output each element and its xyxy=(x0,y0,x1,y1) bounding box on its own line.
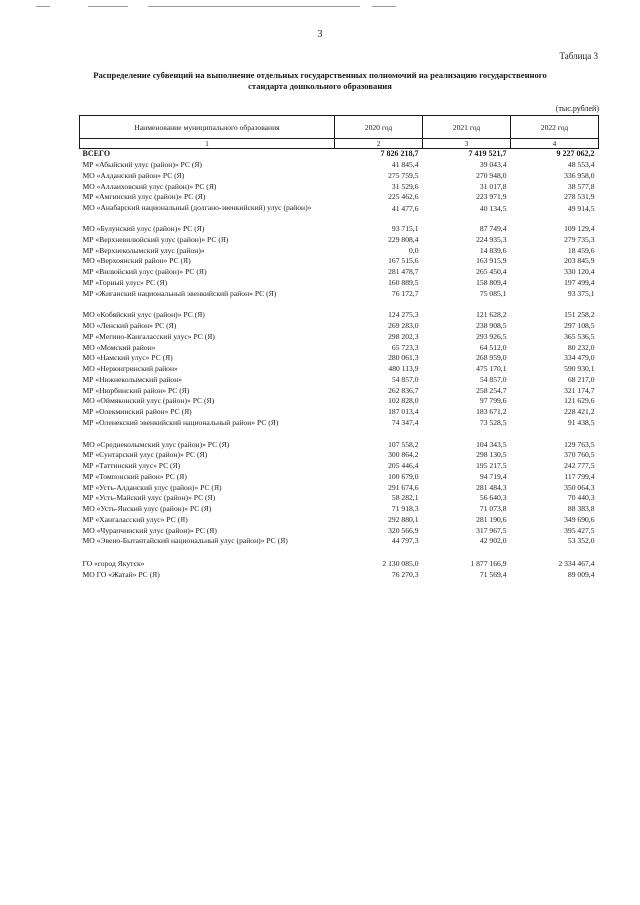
value-2020: 58 282,1 xyxy=(391,493,419,503)
table-row xyxy=(80,504,599,515)
value-2021: 183 671,2 xyxy=(476,407,507,416)
value-2022: 370 760,5 xyxy=(564,450,595,460)
value-2020: 65 723,3 xyxy=(391,342,419,352)
municipality-name: МО «Алданский район» РС (Я) xyxy=(82,170,185,180)
municipality-name: МО «Оймяконский улус (район)» РС (Я) xyxy=(82,396,215,406)
municipality-name: МО «Верхоянский район» РС (Я) xyxy=(82,256,191,266)
value-2021: 71 073,8 xyxy=(479,504,507,513)
value-2020: 262 836,7 xyxy=(388,385,419,395)
value-2020: 275 759,5 xyxy=(388,170,419,180)
municipality-name: МР «Верхнеколымский улус (район)» xyxy=(82,245,205,255)
value-2022: 93 375,1 xyxy=(567,288,595,298)
value-2022: 197 499,4 xyxy=(564,277,595,287)
municipality-name: МР «Оленекский эвенкийский национальный район» РС (Я) xyxy=(82,417,279,427)
value-2020: 74 347,4 xyxy=(391,417,419,427)
value-2022: 117 799,4 xyxy=(564,471,595,481)
value-2022: 2 334 467,4 xyxy=(558,559,595,568)
title-line-1: Распределение субвенций на выполнение отдельных государственных полномочий на реализацию государственного xyxy=(93,70,547,80)
value-2022: 334 479,0 xyxy=(564,353,595,363)
table-row xyxy=(80,321,599,332)
table-label: Таблица 3 xyxy=(559,51,598,61)
document-title xyxy=(70,70,570,92)
table-row xyxy=(80,483,599,494)
value-2022: 242 777,5 xyxy=(564,461,595,470)
municipality-name: МР «Усть-Алданский улус (район)» РС (Я) xyxy=(82,482,222,492)
value-2021: 163 915,9 xyxy=(476,256,507,266)
value-2021: 317 967,5 xyxy=(476,525,507,535)
table-row xyxy=(80,353,599,364)
subvention-table xyxy=(79,115,599,581)
value-2022: 109 129,4 xyxy=(564,224,595,233)
table-row xyxy=(80,278,599,289)
value-2020: 167 515,6 xyxy=(388,256,419,266)
value-2021: 40 134,5 xyxy=(479,204,507,213)
value-2021: 293 926,5 xyxy=(476,331,507,341)
table-row xyxy=(80,440,599,451)
spacer-row xyxy=(80,547,599,559)
value-2020: 93 715,1 xyxy=(391,224,419,233)
value-2022: 53 352,0 xyxy=(567,536,595,546)
municipality-name: МО «Аллаиховский улус (район)» РС (Я) xyxy=(82,181,217,191)
value-2021: 475 170,1 xyxy=(476,364,507,373)
value-2022: 70 440,3 xyxy=(567,493,595,503)
municipality-name: МО ГО «Жатай» РС (Я) xyxy=(82,569,160,579)
value-2020: 2 130 085,0 xyxy=(382,559,419,568)
value-2020: 291 674,6 xyxy=(388,482,419,492)
value-2020: 124 275,3 xyxy=(388,310,419,320)
page-number: 3 xyxy=(317,29,323,40)
value-2022: 365 536,5 xyxy=(564,331,595,341)
value-2022: 48 553,4 xyxy=(567,160,595,169)
table-row xyxy=(80,515,599,526)
column-number: 4 xyxy=(511,139,599,149)
total-2022: 9 227 062,2 xyxy=(556,149,595,159)
value-2020: 280 061,3 xyxy=(388,353,419,363)
total-2020: 7 826 218,7 xyxy=(380,149,419,159)
value-2020: 41 477,6 xyxy=(391,204,419,213)
scan-artifact-line xyxy=(372,6,396,7)
value-2022: 590 930,1 xyxy=(564,364,595,373)
value-2021: 73 528,5 xyxy=(479,417,507,427)
municipality-name: МР «Хангаласский улус» РС (Я) xyxy=(82,514,188,524)
table-row xyxy=(80,536,599,547)
value-2020: 298 202,3 xyxy=(388,331,419,341)
table-row xyxy=(80,160,599,171)
municipality-name: МО «Ленский район» РС (Я) xyxy=(82,321,177,330)
value-2020: 44 797,3 xyxy=(391,536,419,546)
scan-artifact-line xyxy=(36,6,50,7)
value-2021: 121 628,2 xyxy=(476,310,507,320)
spacer-row xyxy=(80,299,599,310)
municipality-name: МР «Мегино-Кангаласский улус» РС (Я) xyxy=(82,331,215,341)
value-2020: 76 172,7 xyxy=(391,288,419,298)
municipality-name: МР «Жиганский национальный эвенкийский район» РС (Я) xyxy=(82,288,277,298)
municipality-name: МО «Момский район» xyxy=(82,342,156,352)
value-2021: 64 512,0 xyxy=(479,342,507,352)
value-2022: 80 232,0 xyxy=(567,342,595,352)
value-2021: 223 971,9 xyxy=(476,192,507,202)
value-2021: 281 190,6 xyxy=(476,514,507,524)
value-2020: 300 864,2 xyxy=(388,450,419,460)
value-2020: 0,0 xyxy=(409,245,419,255)
value-2022: 88 383,8 xyxy=(567,504,595,513)
municipality-name: МР «Таттинский улус» РС (Я) xyxy=(82,461,181,470)
value-2020: 187 013,4 xyxy=(388,407,419,416)
table-row xyxy=(80,493,599,504)
table-row xyxy=(80,332,599,343)
total-2021: 7 419 521,7 xyxy=(468,149,507,159)
column-number: 1 xyxy=(80,139,335,149)
header-2020: 2020 год xyxy=(335,116,423,139)
value-2020: 229 808,4 xyxy=(388,234,419,244)
municipality-name: МР «Горный улус» РС (Я) xyxy=(82,277,168,287)
value-2020: 320 566,9 xyxy=(388,525,419,535)
scan-artifact-line xyxy=(88,6,128,7)
value-2022: 18 459,6 xyxy=(567,245,595,255)
table-row xyxy=(80,267,599,278)
value-2021: 54 857,0 xyxy=(479,374,507,384)
value-2020: 107 558,2 xyxy=(388,439,419,449)
column-number-row xyxy=(80,139,599,149)
municipality-name: МР «Вилюйский улус (район)» РС (Я) xyxy=(82,267,207,276)
value-2021: 75 085,1 xyxy=(479,288,507,298)
value-2021: 94 719,4 xyxy=(479,471,507,481)
municipality-name: МО «Намский улус» РС (Я) xyxy=(82,353,173,363)
municipality-name: МР «Нюрбинский район» РС (Я) xyxy=(82,385,190,395)
value-2020: 31 529,6 xyxy=(391,181,419,191)
value-2021: 39 043,4 xyxy=(479,160,507,169)
table-row xyxy=(80,570,599,581)
value-2022: 349 690,6 xyxy=(564,514,595,524)
municipality-name: ГО «город Якутск» xyxy=(82,559,145,568)
table-row xyxy=(80,182,599,193)
value-2022: 68 217,0 xyxy=(567,374,595,384)
table-row xyxy=(80,203,599,224)
header-municipality: Наименование муниципального образования xyxy=(80,116,335,139)
municipality-name: МО «Кобяйский улус (район)» РС (Я) xyxy=(82,310,205,320)
municipality-name: МР «Сунтарский улус (район)» РС (Я) xyxy=(82,450,208,460)
table-row xyxy=(80,472,599,483)
value-2021: 56 640,3 xyxy=(479,493,507,503)
table-row xyxy=(80,418,599,429)
table-header-row xyxy=(80,116,599,139)
total-row xyxy=(80,149,599,161)
municipality-name: МР «Томпонский район» РС (Я) xyxy=(82,471,187,481)
table-row xyxy=(80,450,599,461)
value-2021: 224 935,3 xyxy=(476,234,507,244)
value-2022: 49 914,5 xyxy=(567,204,595,213)
value-2022: 395 427,5 xyxy=(564,525,595,535)
value-2021: 270 948,0 xyxy=(476,170,507,180)
value-2020: 76 270,3 xyxy=(391,569,419,579)
value-2021: 87 749,4 xyxy=(479,224,507,233)
value-2021: 1 877 166,9 xyxy=(470,559,507,568)
table-row xyxy=(80,375,599,386)
table-row xyxy=(80,559,599,570)
municipality-name: МО «Чурапчинский улус (район)» РС (Я) xyxy=(82,525,217,535)
value-2022: 129 763,5 xyxy=(564,439,595,449)
value-2021: 238 908,5 xyxy=(476,321,507,330)
value-2021: 97 799,6 xyxy=(479,396,507,406)
value-2022: 151 258,2 xyxy=(564,310,595,320)
municipality-name: МО «Анабарский национальный (долгано-эвенкийский) улус (район)» xyxy=(82,203,312,212)
table-row xyxy=(80,396,599,407)
value-2020: 225 462,6 xyxy=(388,192,419,202)
value-2021: 258 254,7 xyxy=(476,385,507,395)
value-2020: 71 918,3 xyxy=(391,504,419,513)
value-2021: 31 017,8 xyxy=(479,181,507,191)
municipality-name: МР «Амгинский улус (район)» РС (Я) xyxy=(82,192,206,202)
value-2021: 158 809,4 xyxy=(476,277,507,287)
table-row xyxy=(80,461,599,472)
value-2020: 160 889,5 xyxy=(388,277,419,287)
scan-artifact-line xyxy=(148,6,360,7)
value-2021: 42 902,0 xyxy=(479,536,507,546)
table-row xyxy=(80,407,599,418)
column-number: 3 xyxy=(423,139,511,149)
value-2022: 121 629,6 xyxy=(564,396,595,406)
municipality-name: МР «Олекминский район» РС (Я) xyxy=(82,407,192,416)
value-2022: 330 120,4 xyxy=(564,267,595,276)
value-2022: 350 064,3 xyxy=(564,482,595,492)
value-2022: 91 438,5 xyxy=(567,417,595,427)
value-2021: 14 839,6 xyxy=(479,245,507,255)
value-2020: 292 880,1 xyxy=(388,514,419,524)
municipality-name: МО «Булунский улус (район)» РС (Я) xyxy=(82,224,205,233)
table-row xyxy=(80,224,599,235)
municipality-name: МР «Абыйский улус (район)» РС (Я) xyxy=(82,160,202,169)
municipality-name: МО «Эвено-Бытантайский национальный улус (район)» РС (Я) xyxy=(82,536,288,546)
header-2021: 2021 год xyxy=(423,116,511,139)
value-2022: 279 735,3 xyxy=(564,234,595,244)
value-2021: 265 450,4 xyxy=(476,267,507,276)
table-row xyxy=(80,256,599,267)
header-2022: 2022 год xyxy=(511,116,599,139)
spacer-row xyxy=(80,429,599,440)
table-row xyxy=(80,246,599,257)
column-number: 2 xyxy=(335,139,423,149)
table-row xyxy=(80,526,599,537)
table-row xyxy=(80,310,599,321)
value-2022: 228 421,2 xyxy=(564,407,595,416)
value-2021: 71 569,4 xyxy=(479,569,507,579)
unit-label: (тыс.рублей) xyxy=(555,104,599,113)
value-2022: 89 009,4 xyxy=(567,569,595,579)
municipality-name: МО «Усть-Янский улус (район)» РС (Я) xyxy=(82,504,212,513)
table-row xyxy=(80,235,599,246)
value-2022: 278 531,9 xyxy=(564,192,595,202)
value-2021: 104 343,5 xyxy=(476,439,507,449)
value-2022: 321 174,7 xyxy=(564,385,595,395)
table-body xyxy=(80,149,599,581)
value-2020: 281 478,7 xyxy=(388,267,419,276)
value-2020: 54 857,0 xyxy=(391,374,419,384)
table-row xyxy=(80,343,599,354)
value-2020: 205 446,4 xyxy=(388,461,419,470)
total-label: ВСЕГО xyxy=(82,149,111,159)
municipality-name: МР «Усть-Майский улус (район)» РС (Я) xyxy=(82,493,216,503)
value-2022: 203 845,9 xyxy=(564,256,595,266)
municipality-name: МО «Среднеколымский улус (район)» РС (Я) xyxy=(82,439,230,449)
title-line-2: стандарта дошкольного образования xyxy=(248,81,392,91)
table-row xyxy=(80,192,599,203)
table-row xyxy=(80,364,599,375)
table-row xyxy=(80,171,599,182)
value-2021: 268 959,0 xyxy=(476,353,507,363)
value-2022: 38 577,8 xyxy=(567,181,595,191)
table-row xyxy=(80,289,599,300)
municipality-name: МО «Нерюнгринский район» xyxy=(82,364,178,373)
municipality-name: МР «Нижнеколымский район» xyxy=(82,374,183,384)
value-2021: 281 484,3 xyxy=(476,482,507,492)
value-2020: 269 283,0 xyxy=(388,321,419,330)
value-2020: 102 828,0 xyxy=(388,396,419,406)
value-2022: 336 958,0 xyxy=(564,170,595,180)
value-2021: 298 130,5 xyxy=(476,450,507,460)
value-2020: 100 679,0 xyxy=(388,471,419,481)
municipality-name: МР «Верхневилюйский улус (район)» РС (Я) xyxy=(82,234,229,244)
value-2021: 195 217,5 xyxy=(476,461,507,470)
value-2022: 297 108,5 xyxy=(564,321,595,330)
table-row xyxy=(80,386,599,397)
value-2020: 41 845,4 xyxy=(391,160,419,169)
value-2020: 480 113,9 xyxy=(388,364,419,373)
